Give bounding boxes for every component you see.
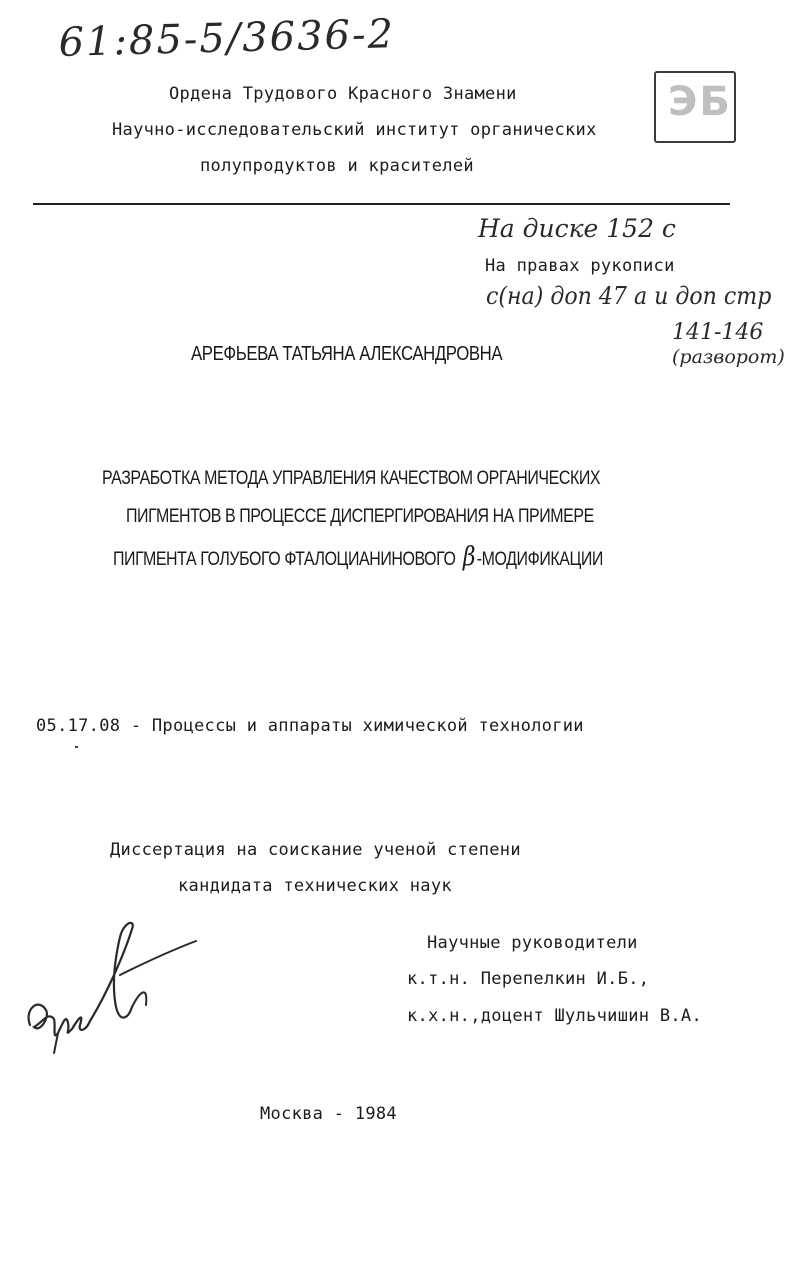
pages-range: 141-146 (672, 320, 764, 345)
specialty-code: 05.17.08 - Процессы и аппараты химической технологии (36, 716, 584, 736)
header-line-3: полупродуктов и красителей (200, 156, 474, 176)
rights-notice: На правах рукописи (485, 256, 675, 276)
supervisor-2: к.х.н.,доцент Шульчишин В.А. (407, 1006, 702, 1026)
header-line-1: Ордена Трудового Красного Знамени (169, 84, 517, 104)
beta-symbol: β (462, 542, 476, 572)
title-line-3 (113, 542, 603, 572)
archive-number: 61:85-5/3636-2 (58, 11, 396, 66)
degree-line-1: Диссертация на соискание ученой степени (110, 840, 521, 860)
title-line-3-suffix: -МОДИФИКАЦИИ (476, 549, 603, 570)
library-stamp (650, 65, 740, 147)
extra-pages-note: с(на) доп 47 а и доп стр (486, 282, 772, 310)
title-line-1: РАЗРАБОТКА МЕТОДА УПРАВЛЕНИЯ КАЧЕСТВОМ ОРГАНИЧЕСКИХ (102, 468, 601, 489)
title-line-2: ПИГМЕНТОВ В ПРОЦЕССЕ ДИСПЕРГИРОВАНИЯ НА ПРИМЕРЕ (126, 506, 594, 527)
header-line-2: Научно-исследовательский институт органических (112, 120, 597, 140)
supervisor-1: к.т.н. Перепелкин И.Б., (407, 969, 650, 989)
stamp-text: ЭБ (668, 79, 732, 125)
degree-line-2: кандидата технических наук (178, 876, 452, 896)
header-divider (33, 203, 730, 205)
pages-remark: (разворот) (672, 346, 785, 368)
author-signature (20, 915, 210, 1065)
stray-mark (75, 746, 78, 748)
copies-note: На диске 152 с (478, 214, 676, 243)
author-name: АРЕФЬЕВА ТАТЬЯНА АЛЕКСАНДРОВНА (191, 343, 503, 365)
place-year: Москва - 1984 (260, 1104, 397, 1124)
title-line-3-text: ПИГМЕНТА ГОЛУБОГО ФТАЛОЦИАНИНОВОГО (113, 549, 456, 570)
supervisors-heading: Научные руководители (427, 933, 638, 953)
